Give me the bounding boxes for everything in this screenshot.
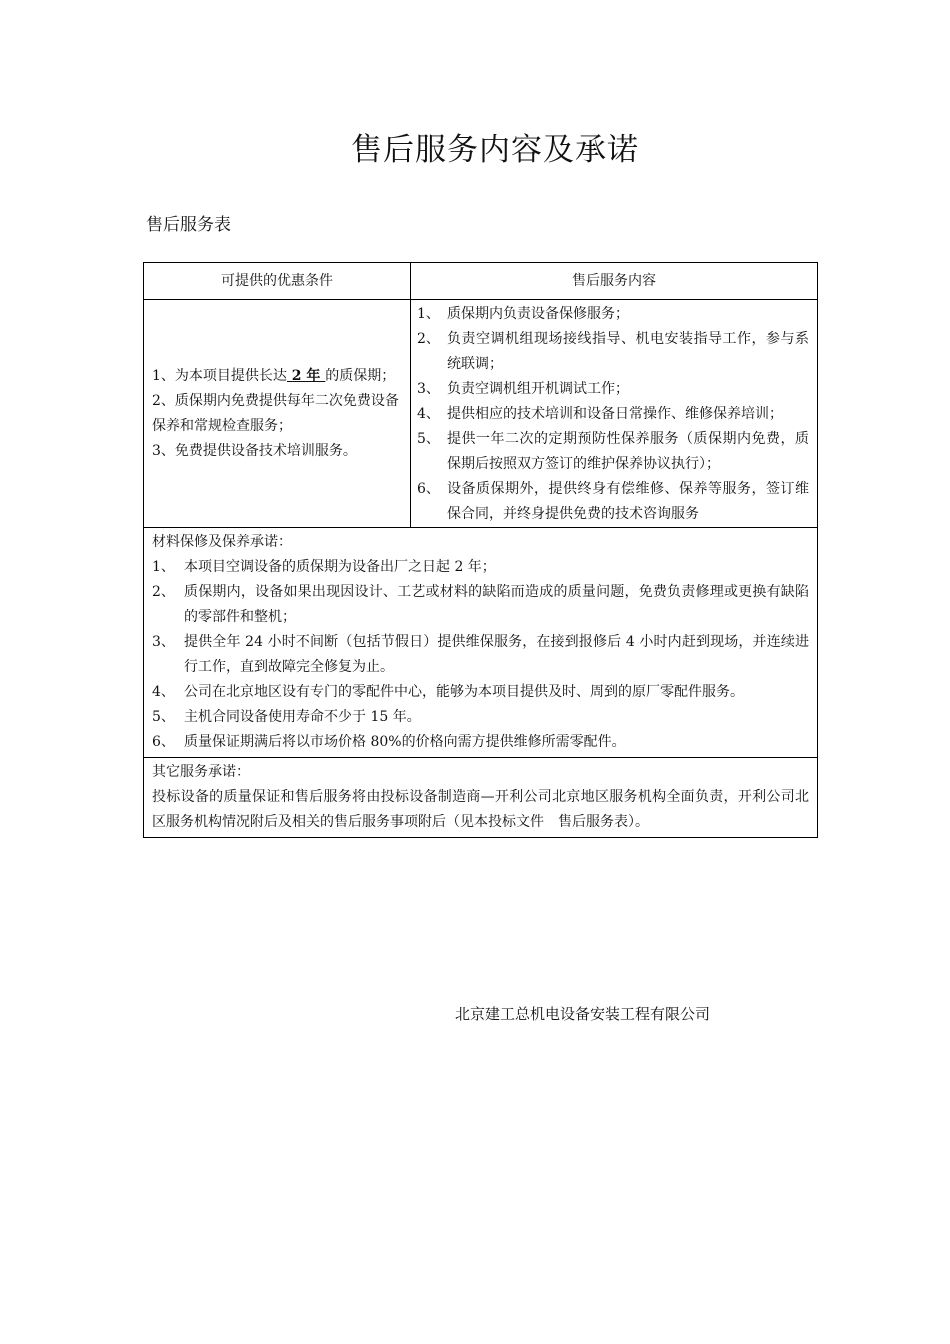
item-text: 本项目空调设备的质保期为设备出厂之日起 2 年； — [184, 559, 496, 575]
item-number: 5、 — [152, 709, 175, 725]
item-number: 5、 — [417, 431, 440, 447]
item-text: 主机合同设备使用寿命不少于 15 年。 — [184, 709, 421, 725]
materials-heading: 材料保修及保养承诺： — [152, 534, 292, 550]
header-discount-conditions: 可提供的优惠条件 — [144, 263, 411, 300]
list-item — [152, 730, 809, 755]
item-number: 1、 — [417, 306, 440, 322]
item-text: 公司在北京地区设有专门的零配件中心，能够为本项目提供及时、周到的原厂零配件服务。 — [184, 684, 744, 700]
item-number: 3、 — [152, 634, 175, 650]
list-item — [417, 327, 809, 377]
item-text: 提供相应的技术培训和设备日常操作、维修保养培训； — [447, 406, 783, 422]
item-number: 2、 — [152, 584, 175, 600]
service-content-cell — [411, 300, 818, 528]
item-text: 质保期内负责设备保修服务； — [447, 306, 629, 322]
table-row — [144, 758, 818, 838]
materials-warranty-cell — [144, 528, 818, 758]
discount-conditions-cell — [144, 300, 411, 528]
list-item — [417, 477, 809, 527]
other-commitments-cell — [144, 758, 818, 838]
discount-item-3: 3、免费提供设备技术培训服务。 — [152, 442, 357, 459]
item-text: 质量保证期满后将以市场价格 80%的价格向需方提供维修所需零配件。 — [184, 734, 626, 750]
item-text: 提供全年 24 小时不间断（包括节假日）提供维保服务，在接到报修后 4 小时内赶到现场，并连续进行工作，直到故障完全修复为止。 — [184, 634, 809, 675]
table-header-row — [144, 263, 818, 300]
discount-item-2: 2、质保期内免费提供每年二次免费设备保养和常规检查服务； — [152, 392, 399, 434]
company-signature: 北京建工总机电设备安装工程有限公司 — [455, 1005, 711, 1023]
item-text: 设备质保期外，提供终身有偿维修、保养等服务，签订维保合同，并终身提供免费的技术咨询服务 — [447, 481, 809, 522]
item-text: 负责空调机组开机调试工作； — [447, 381, 629, 397]
discount-item-1-suffix: 的质保期； — [325, 367, 396, 384]
list-item — [417, 377, 809, 402]
list-item — [152, 580, 809, 630]
item-number: 1、 — [152, 559, 175, 575]
list-item — [417, 402, 809, 427]
list-item — [152, 680, 809, 705]
item-text: 质保期内，设备如果出现因设计、工艺或材料的缺陷而造成的质量问题，免费负责修理或更换有缺陷的零部件和整机； — [184, 584, 809, 625]
item-number: 2、 — [417, 331, 440, 347]
item-number: 3、 — [417, 381, 440, 397]
item-number: 6、 — [152, 734, 175, 750]
other-text: 投标设备的质量保证和售后服务将由投标设备制造商—开利公司北京地区服务机构全面负责，开利公司北区服务机构情况附后及相关的售后服务事项附后（见本投标文件 售后服务表）。 — [152, 789, 809, 830]
warranty-years: 2 年 — [286, 367, 326, 384]
item-text: 提供一年二次的定期预防性保养服务（质保期内免费，质保期后按照双方签订的维护保养协议执行）； — [447, 431, 809, 472]
table-row — [144, 528, 818, 758]
item-number: 4、 — [417, 406, 440, 422]
page-title: 售后服务内容及承诺 — [351, 132, 639, 168]
item-number: 6、 — [417, 481, 440, 497]
list-item — [152, 705, 809, 730]
list-item — [417, 427, 809, 477]
discount-item-1-prefix: 1、为本项目提供长达 — [152, 367, 287, 384]
list-item — [417, 302, 809, 327]
header-service-content: 售后服务内容 — [411, 263, 818, 300]
table-row — [144, 300, 818, 528]
discount-item-1 — [152, 364, 402, 389]
item-text: 负责空调机组现场接线指导、机电安装指导工作，参与系统联调； — [447, 331, 809, 372]
table-caption: 售后服务表 — [146, 215, 231, 235]
service-table — [143, 262, 818, 838]
list-item — [152, 630, 809, 680]
item-number: 4、 — [152, 684, 175, 700]
other-heading: 其它服务承诺： — [152, 764, 250, 780]
list-item — [152, 555, 809, 580]
